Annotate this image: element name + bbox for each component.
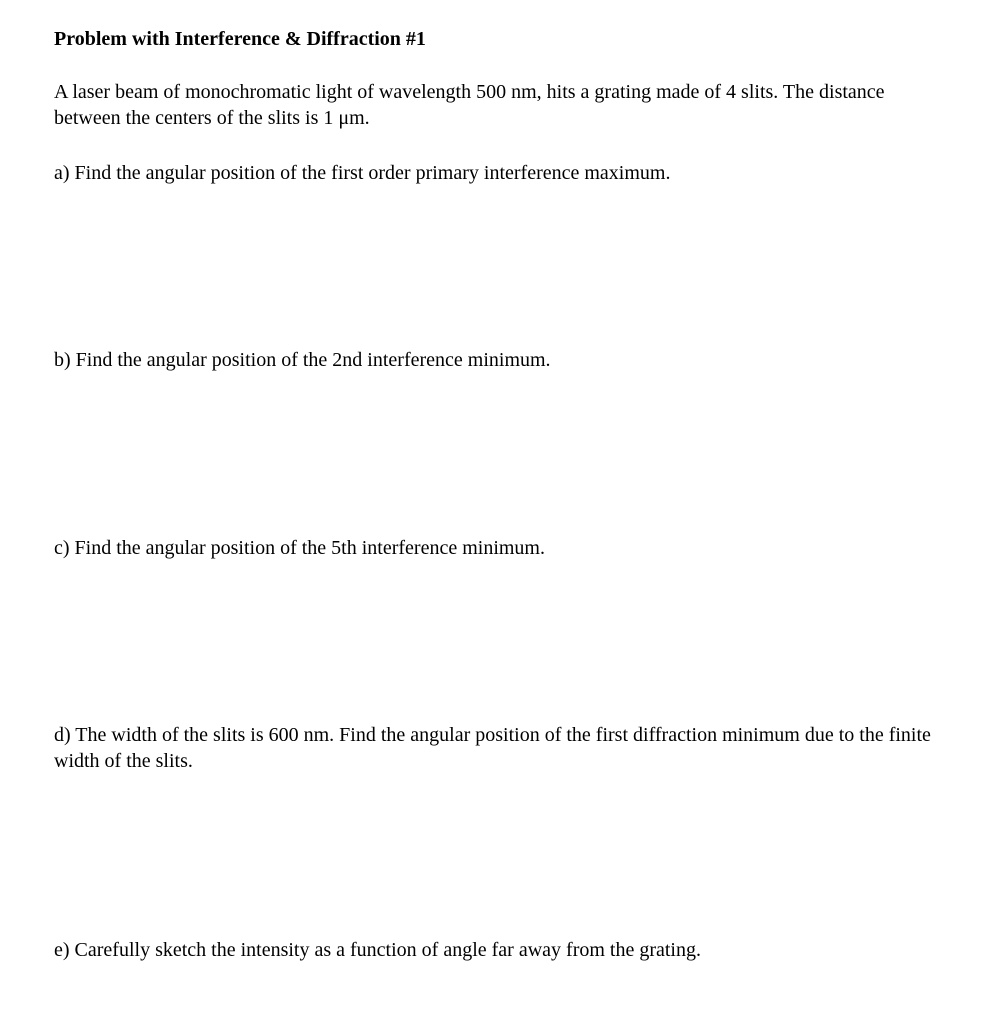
question-e: e) Carefully sketch the intensity as a function of angle far away from the grating. — [54, 939, 701, 961]
question-b: b) Find the angular position of the 2nd interference minimum. — [54, 349, 551, 371]
problem-title: Problem with Interference & Diffraction #1 — [54, 28, 426, 50]
problem-intro: A laser beam of monochromatic light of wavelength 500 nm, hits a grating made of 4 slits. The distance between the centers of the slits is 1 μm. — [54, 81, 885, 129]
question-c: c) Find the angular position of the 5th interference minimum. — [54, 537, 545, 559]
question-d: d) The width of the slits is 600 nm. Find the angular position of the first diffraction minimum due to the finite width of the slits. — [54, 724, 931, 772]
question-a: a) Find the angular position of the first order primary interference maximum. — [54, 162, 671, 184]
